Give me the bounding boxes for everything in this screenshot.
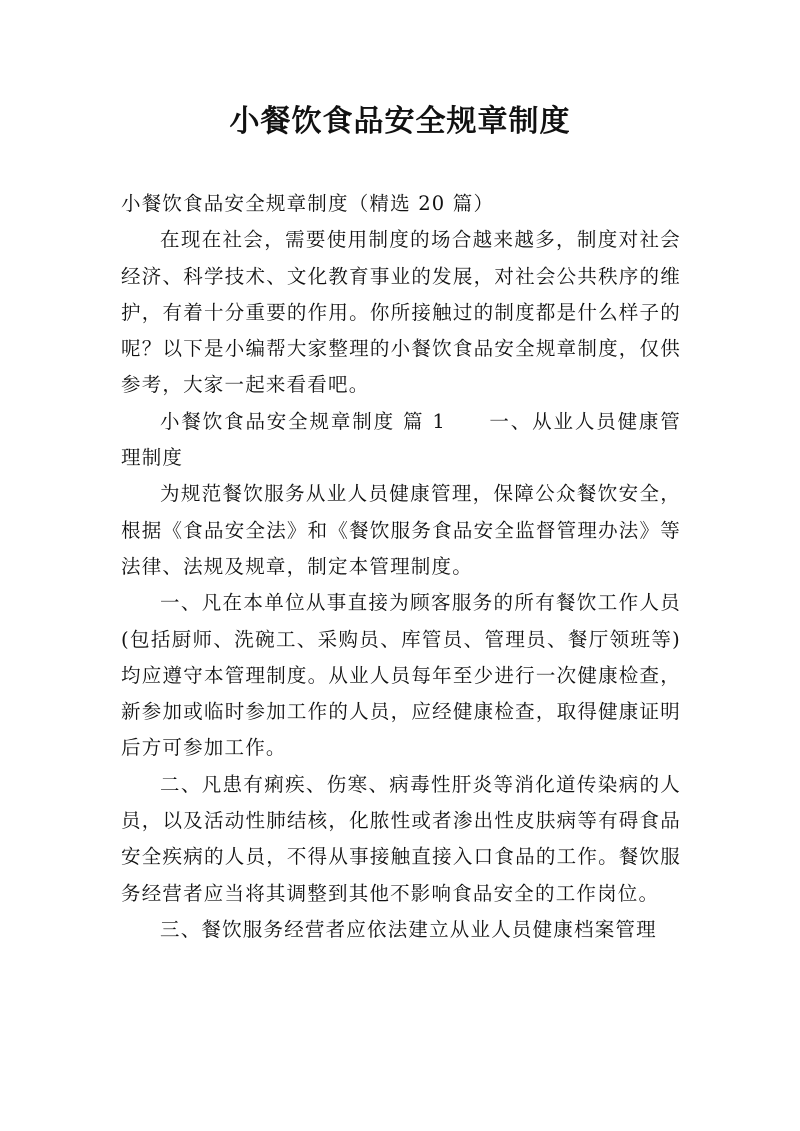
rule-3-paragraph: 三、餐饮服务经营者应依法建立从业人员健康档案管理 [160, 917, 657, 941]
subtitle-paragraph: 小餐饮食品安全规章制度（精选 20 篇） [121, 192, 495, 215]
intro-paragraph: 在现在社会，需要使用制度的场合越来越多，制度对社会经济、科学技术、文化教育事业的发展，对社会公共秩序的维护，有着十分重要的作用。你所接触过的制度都是什么样子的呢？以下是小编帮大家整理的小餐饮食品安全规章制度，仅供参考，大家一起来看看吧。 [121, 228, 681, 397]
rule-1-paragraph: 一、凡在本单位从事直接为顾客服务的所有餐饮工作人员(包括厨师、洗碗工、采购员、库管员、管理员、餐厅领班等)均应遵守本管理制度。从业人员每年至少进行一次健康检查，新参加或临时参加工作的人员，应经健康检查，取得健康证明后方可参加工作。 [121, 591, 681, 760]
rule-2-paragraph: 二、凡患有痢疾、伤寒、病毒性肝炎等消化道传染病的人员，以及活动性肺结核，化脓性或者渗出性皮肤病等有碍食品安全疾病的人员，不得从事接触直接入口食品的工作。餐饮服务经营者应当将其调整到其他不影响食品安全的工作岗位。 [121, 772, 681, 905]
purpose-paragraph: 为规范餐饮服务从业人员健康管理，保障公众餐饮安全，根据《食品安全法》和《餐饮服务食品安全监督管理办法》等法律、法规及规章，制定本管理制度。 [121, 482, 681, 578]
section-heading-paragraph: 小餐饮食品安全规章制度 篇 1 一、从业人员健康管理制度 [121, 409, 681, 470]
document-body [121, 186, 681, 948]
document-title: 小餐饮食品安全规章制度 [229, 104, 571, 139]
